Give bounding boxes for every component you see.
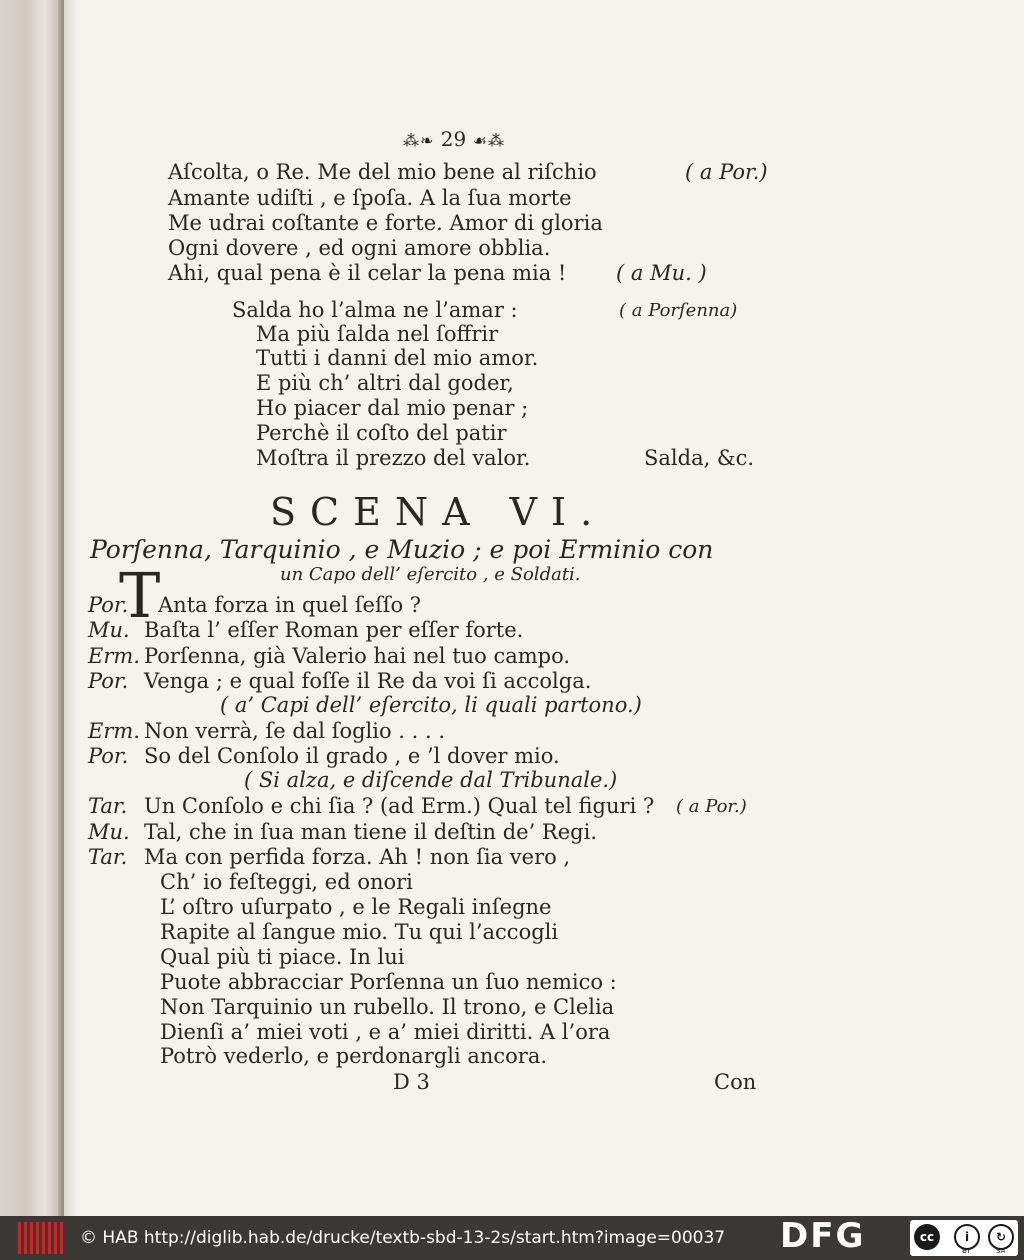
verse-line: Amante udiſti , e ſpoſa. A la ſua morte	[168, 186, 572, 210]
aria-line: Perchè il coſto del patir	[256, 421, 507, 445]
da-capo-mark: Salda, &c.	[644, 446, 755, 470]
book-spine	[0, 0, 64, 1216]
verse-line: Qual più ti piace. In lui	[160, 945, 405, 969]
dialogue-line: Anta forza in quel ſeſſo ?	[158, 593, 422, 617]
stage-direction: ( a Por.)	[685, 160, 768, 184]
stage-direction: ( a Porſenna)	[619, 300, 738, 321]
dialogue-line: Ma con perfida forza. Ah ! non ſia vero ,	[144, 845, 571, 869]
dialogue-line: So del Conſolo il grado , e ’l dover mio.	[144, 744, 560, 768]
verse-line: Ch’ io feſteggi, ed onori	[160, 870, 413, 894]
character-list-continued: un Capo dell’ eſercito , e Soldati.	[280, 564, 581, 585]
sa-icon: ↻	[988, 1224, 1014, 1250]
aria-line: Ho piacer dal mio penar ;	[256, 396, 529, 420]
aria-line: Tutti i danni del mio amor.	[256, 346, 539, 370]
page-folio	[364, 127, 544, 151]
stage-direction: ( a Mu. )	[616, 261, 707, 285]
stage-direction: ( a Por.)	[676, 796, 747, 817]
cc-license-badge[interactable]	[910, 1220, 1018, 1256]
speaker-label: Por.	[88, 744, 129, 768]
dialogue-line: Non verrà, ſe dal ſoglio . . . .	[144, 719, 446, 743]
verse-line: Rapite al ſangue mio. Tu qui l’accogli	[160, 920, 559, 944]
viewer-footer	[0, 1216, 1024, 1260]
verse-line: Ogni dovere , ed ogni amore obblia.	[168, 236, 551, 260]
verse-line: Potrò vederlo, e perdonargli ancora.	[160, 1044, 548, 1068]
verse-line: Non Tarquinio un rubello. Il trono, e Clelia	[160, 995, 615, 1019]
verse-line: Dienſi a’ miei voti , e a’ miei diritti. A l’ora	[160, 1020, 611, 1044]
verse-line: Me udrai coſtante e forte. Amor di gloria	[168, 211, 603, 235]
speaker-label: Erm.	[88, 644, 140, 668]
copyright-link[interactable]: © HAB http://diglib.hab.de/drucke/textb-sbd-13-2s/start.htm?image=00037	[80, 1228, 726, 1248]
dfg-logo: DFG	[780, 1216, 866, 1256]
license-sa-label: SA	[996, 1247, 1006, 1255]
dialogue-line: Un Conſolo e chi ſia ? (ad Erm.) Qual tel figuri ?	[144, 794, 655, 818]
dialogue-line: Venga ; e qual foſſe il Re da voi ſi accolga.	[144, 669, 592, 693]
speaker-label: Por.	[88, 669, 129, 693]
speaker-label: Tar.	[88, 794, 128, 818]
aria-line: Ma più ſalda nel ſoffrir	[256, 322, 499, 346]
by-icon: i	[954, 1224, 980, 1250]
speaker-label: Erm.	[88, 719, 140, 743]
stage-direction: ( a’ Capi dell’ eſercito, li quali partono.)	[220, 693, 642, 717]
verse-line: Puote abbracciar Porſenna un ſuo nemico :	[160, 970, 617, 994]
dialogue-line: Porſenna, già Valerio hai nel tuo campo.	[144, 644, 571, 668]
speaker-label: Por.	[88, 593, 129, 617]
verse-line: L’ oſtro uſurpato , e le Regali inſegne	[160, 895, 552, 919]
speaker-label: Mu.	[88, 820, 130, 844]
speaker-label: Tar.	[88, 845, 128, 869]
folio-ornament-left: ⁂❧	[403, 131, 435, 150]
character-list: Porſenna, Tarquinio , e Muzio ; e poi Erminio con	[90, 535, 714, 564]
cc-icon: cc	[914, 1224, 940, 1250]
aria-line: Salda ho l’alma ne l’amar :	[232, 298, 518, 322]
drop-cap: T	[119, 559, 161, 632]
verse-line: Aſcolta, o Re. Me del mio bene al riſchio	[168, 160, 597, 184]
folio-ornament-right: ☙⁂	[472, 131, 505, 150]
verse-line: Ahi, qual pena è il celar la pena mia !	[168, 261, 567, 285]
stage-direction: ( Si alza, e diſcende dal Tribunale.)	[244, 768, 618, 792]
dialogue-line: Tal, che in ſua man tiene il deſtin de’ Regi.	[144, 820, 598, 844]
aria-line: Moſtra il prezzo del valor.	[256, 446, 531, 470]
catchword: Con	[714, 1070, 757, 1094]
signature-mark: D 3	[393, 1070, 430, 1094]
barcode-icon	[18, 1222, 66, 1254]
folio-number: 29	[440, 127, 467, 151]
scene-title: SCENA VI.	[270, 490, 607, 534]
aria-line: E più ch’ altri dal goder,	[256, 371, 514, 395]
book-page	[64, 0, 1024, 1216]
dialogue-line: Baſta l’ eſſer Roman per eſſer forte.	[144, 618, 524, 642]
speaker-label: Mu.	[88, 618, 130, 642]
license-by-label: BY	[962, 1247, 971, 1255]
